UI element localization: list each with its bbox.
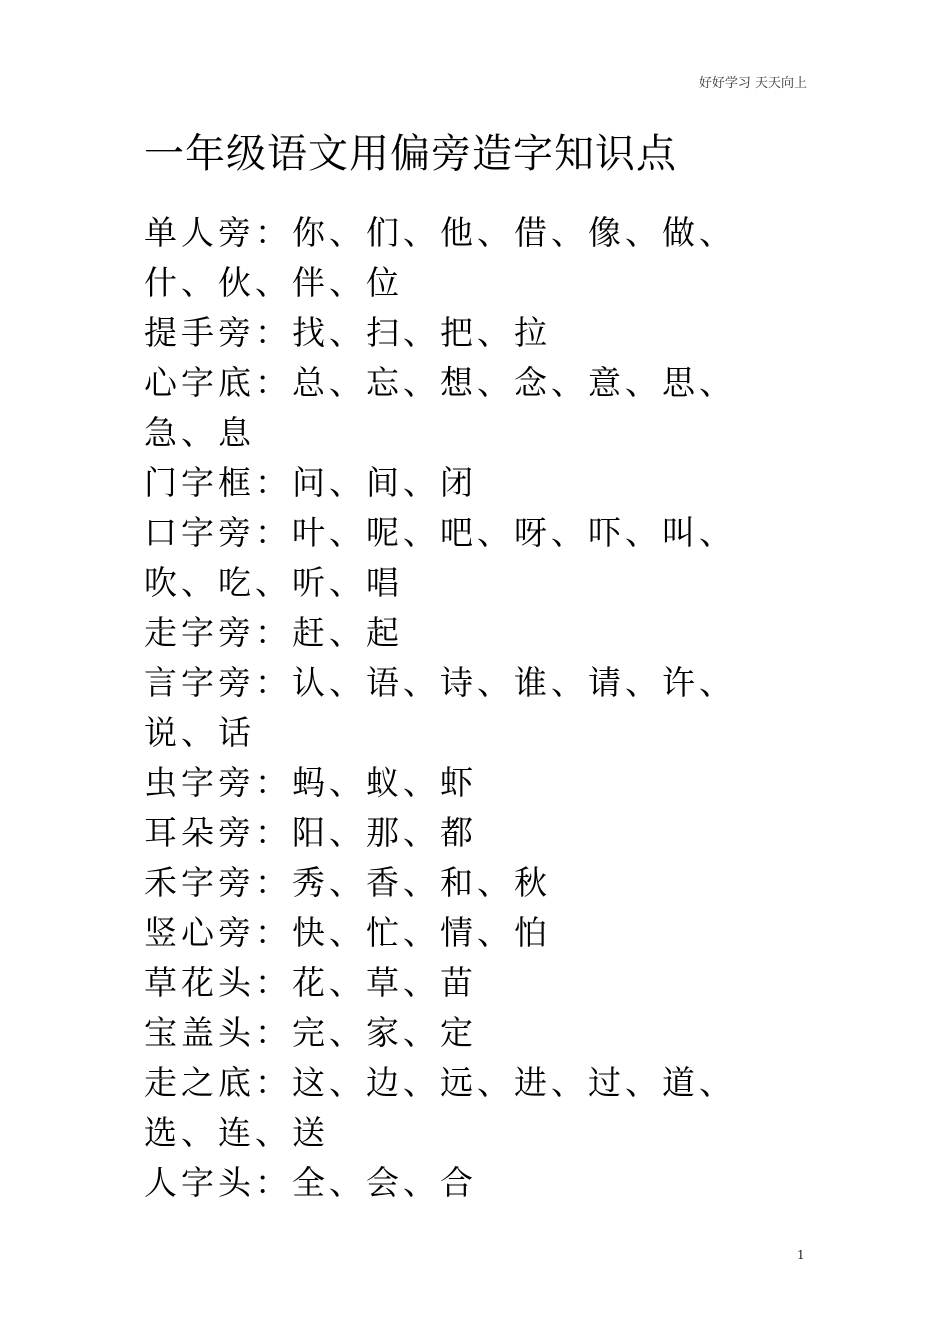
radical-entry-hand: [144, 308, 744, 358]
page-number: 1: [797, 1248, 805, 1262]
radical-label: 耳朵旁：: [144, 813, 292, 852]
radical-characters: 蚂、蚁、虾: [292, 763, 477, 802]
radical-entry-vertical-heart: [144, 908, 744, 958]
radical-characters: 叶、呢、吧、呀、吓、叫、吹、吃、听、唱: [144, 513, 736, 602]
radical-characters: 快、忙、情、怕: [292, 913, 551, 952]
radical-characters: 问、间、闭: [292, 463, 477, 502]
radical-characters: 认、语、诗、谁、请、许、说、话: [144, 663, 736, 752]
radical-label: 走字旁：: [144, 613, 292, 652]
radical-entry-grass: [144, 958, 744, 1008]
page-header: 好好学习 天天向上: [698, 76, 807, 91]
radical-characters: 完、家、定: [292, 1013, 477, 1052]
radical-label: 虫字旁：: [144, 763, 292, 802]
radical-entry-walk-bottom: [144, 1058, 744, 1158]
radical-label: 言字旁：: [144, 663, 292, 702]
radical-label: 口字旁：: [144, 513, 292, 552]
radical-label: 门字框：: [144, 463, 292, 502]
radical-entry-heart-bottom: [144, 358, 744, 458]
radical-entry-insect: [144, 758, 744, 808]
radical-entry-door-frame: [144, 458, 744, 508]
radical-entry-ear: [144, 808, 744, 858]
radical-label: 宝盖头：: [144, 1013, 292, 1052]
radical-label: 禾字旁：: [144, 863, 292, 902]
radical-entry-mouth: [144, 508, 744, 608]
radical-label: 草花头：: [144, 963, 292, 1002]
radical-characters: 找、扫、把、拉: [292, 313, 551, 352]
radical-entry-roof: [144, 1008, 744, 1058]
radical-characters: 阳、那、都: [292, 813, 477, 852]
radical-characters: 这、边、远、进、过、道、选、连、送: [144, 1063, 736, 1152]
radical-entry-grain: [144, 858, 744, 908]
radical-entry-person-top: [144, 1158, 744, 1208]
radical-label: 竖心旁：: [144, 913, 292, 952]
radical-label: 提手旁：: [144, 313, 292, 352]
radical-entry-speech: [144, 658, 744, 758]
radical-entry-walk: [144, 608, 744, 658]
radical-characters: 花、草、苗: [292, 963, 477, 1002]
radical-characters: 你、们、他、借、像、做、什、伙、伴、位: [144, 213, 736, 302]
radical-entry-single-person: [144, 208, 744, 308]
radical-label: 走之底：: [144, 1063, 292, 1102]
radical-label: 人字头：: [144, 1163, 292, 1202]
radical-characters: 赶、起: [292, 613, 403, 652]
radical-characters: 总、忘、想、念、意、思、急、息: [144, 363, 736, 452]
radical-label: 单人旁：: [144, 213, 292, 252]
radical-label: 心字底：: [144, 363, 292, 402]
radical-characters: 全、会、合: [292, 1163, 477, 1202]
radical-list: [144, 208, 744, 1208]
document-title: 一年级语文用偏旁造字知识点: [144, 131, 677, 177]
radical-characters: 秀、香、和、秋: [292, 863, 551, 902]
